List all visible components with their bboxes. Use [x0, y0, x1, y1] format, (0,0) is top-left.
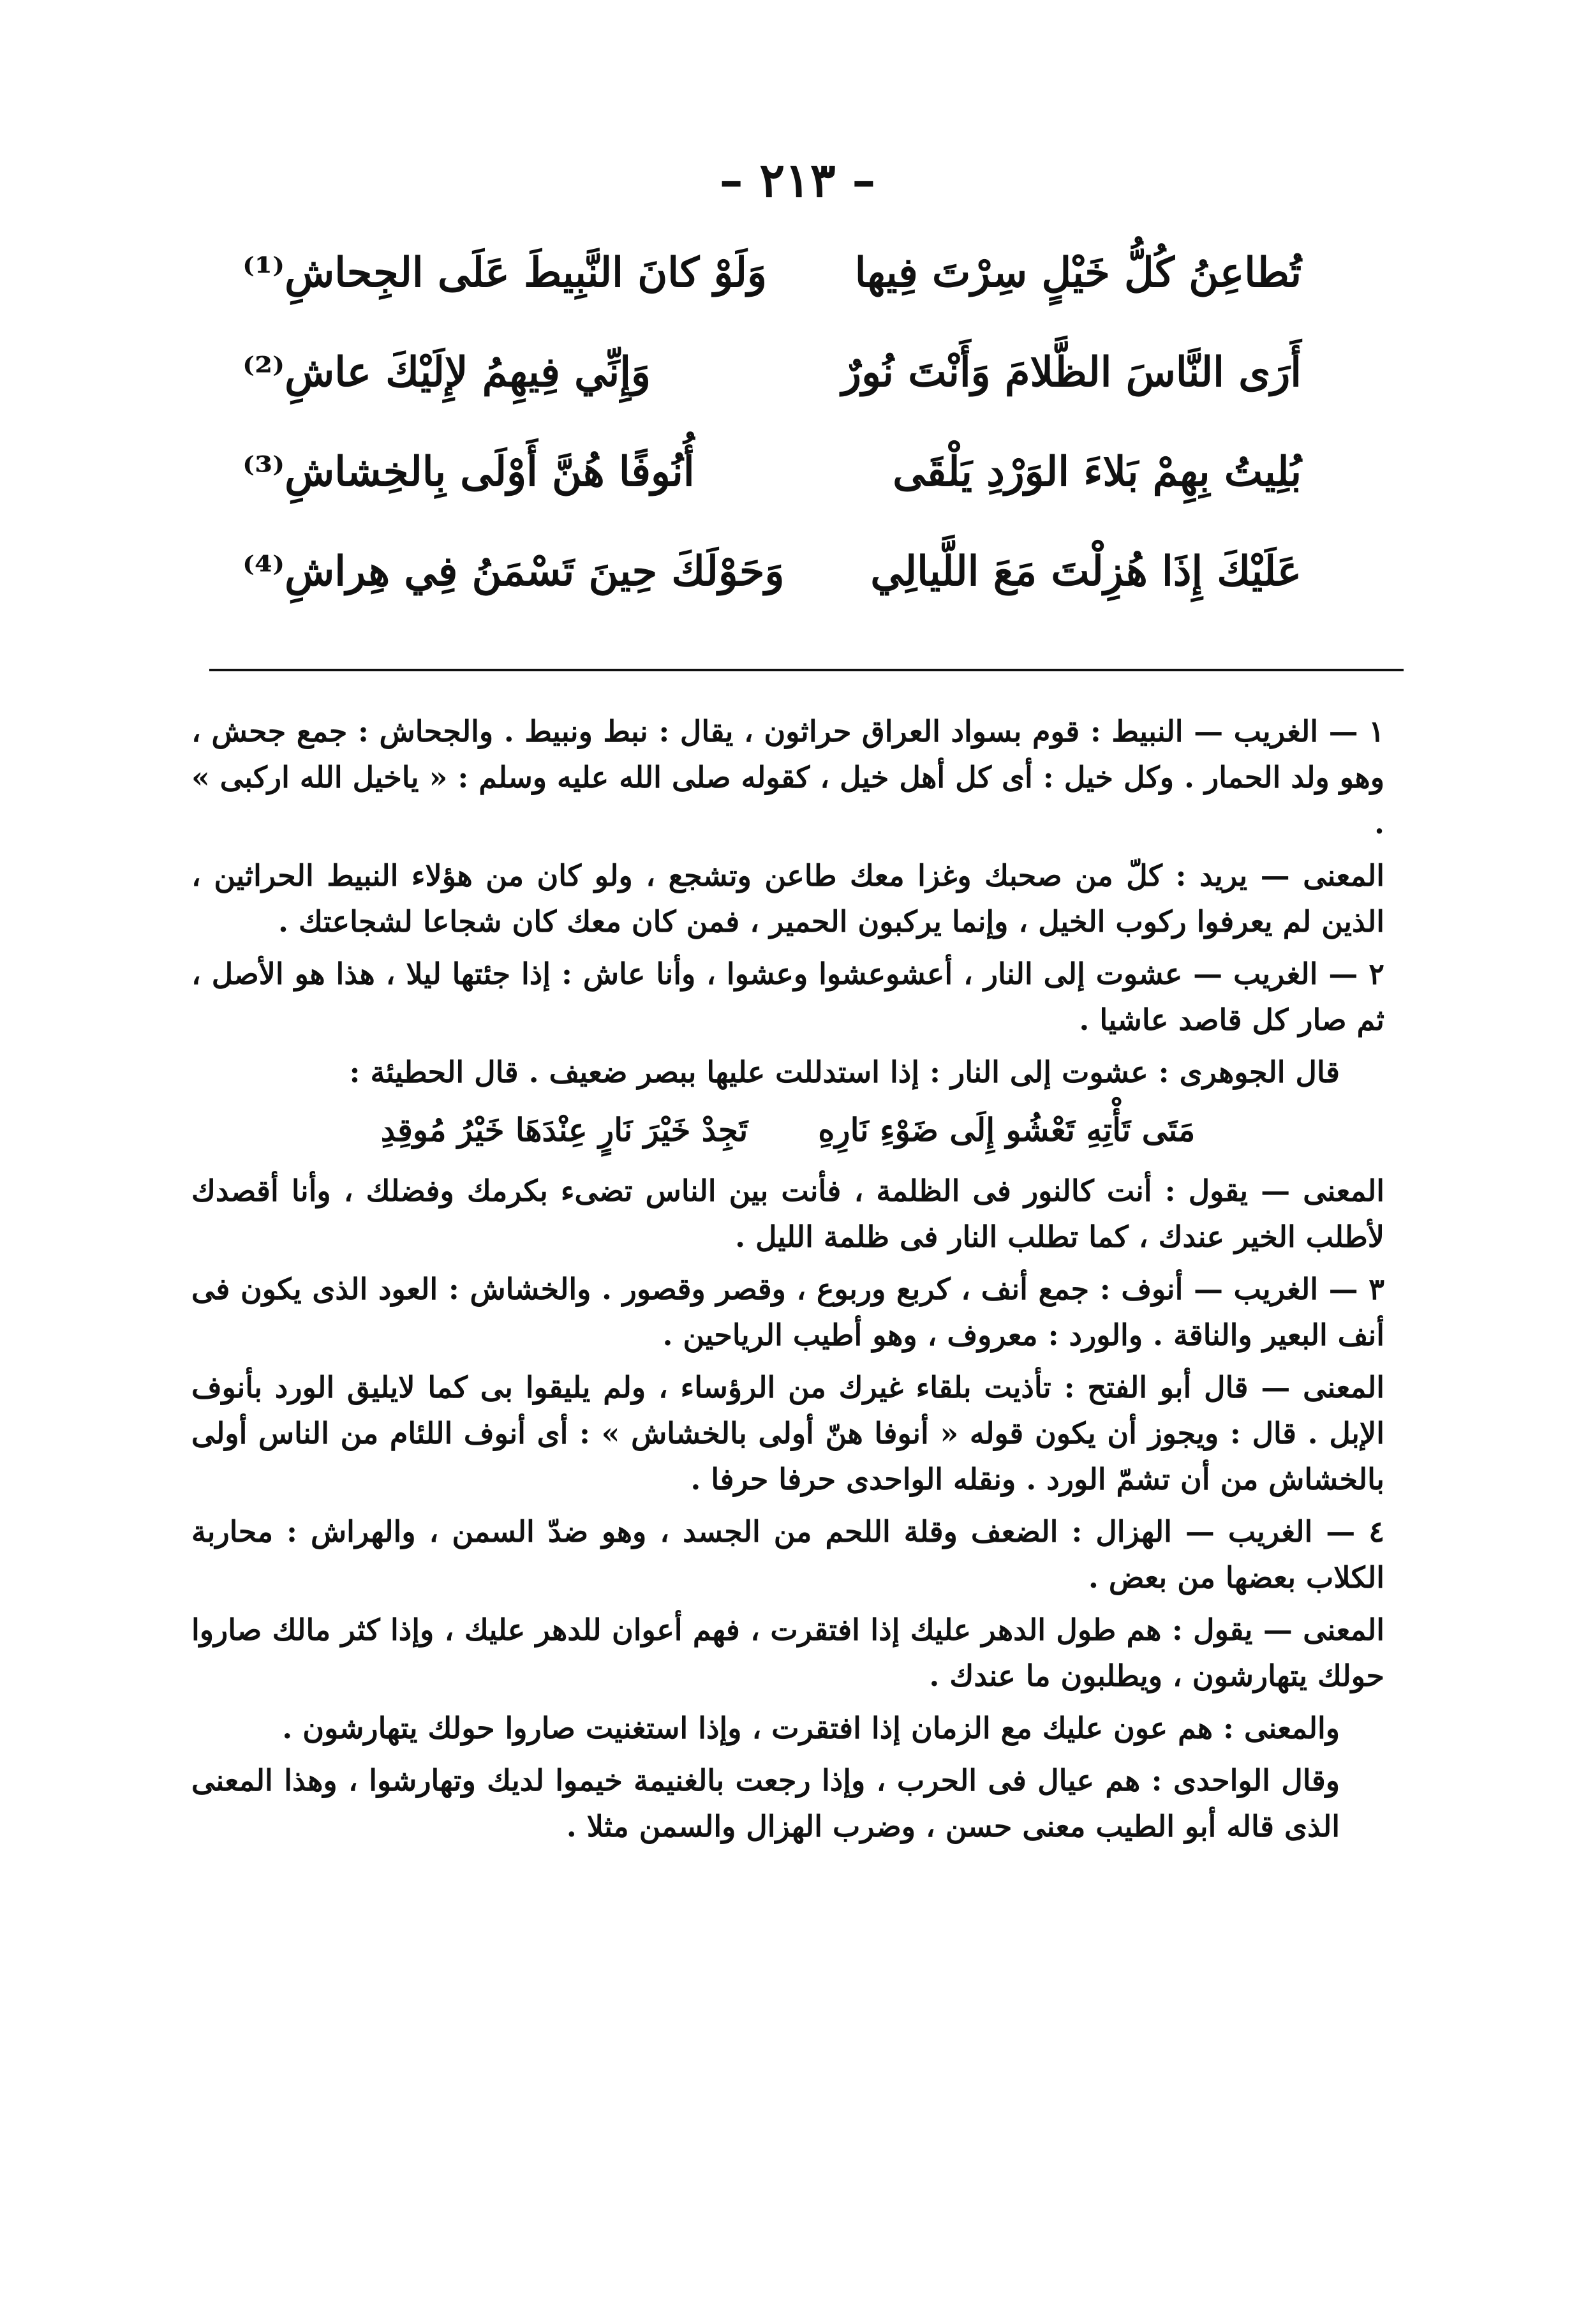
- footnote-4-wahidi: وقال الواحدى : هم عيال فى الحرب ، وإذا رجعت بالغنيمة خيموا لديك وتهارشوا ، وهذا المعنى الذى قاله أبو الطيب معنى حسن ، وضرب الهزال والسمن مثلا .: [191, 1763, 1340, 1844]
- verse-line: [242, 448, 1302, 547]
- footnote-1-meaning: المعنى — يريد : كلّ من صحبك وغزا معك طاعن وتشجع ، ولو كان من هؤلاء النبيط الحراثين ، الذين لم يعرفوا ركوب الخيل ، وإنما يركبون الحمير ، فمن كان معك كان شجاعا لشجاعتك .: [191, 858, 1384, 939]
- page-number: – ٢١٣ –: [719, 153, 876, 208]
- footnote-3-gloss: ٣ — الغريب — أنوف : جمع أنف ، كربع وربوع ، وقصر وقصور . والخشاش : العود الذى يكون فى أنف البعير والناقة . والورد : معروف ، وهو أطيب الرياحين .: [191, 1272, 1384, 1352]
- verse-second-hemistich: وَلَوْ كانَ النَّبِيطَ عَلَى الجِحاشِ⁽¹⁾: [242, 249, 767, 297]
- footnote-separator-rule: [209, 669, 1404, 671]
- quoted-verse: [191, 1101, 1384, 1159]
- footnote-4-meaning: المعنى — يقول : هم طول الدهر عليك إذا افتقرت ، فهم أعوان للدهر عليك ، وإذا كثر مالك صاروا حولك يتهارشون ، ويطلبون ما عندك .: [191, 1613, 1384, 1693]
- verse-first-hemistich: بُلِيتُ بِهِمْ بَلاءَ الوَرْدِ يَلْقَى: [893, 448, 1302, 496]
- footnote-2-meaning: المعنى — يقول : أنت كالنور فى الظلمة ، فأنت بين الناس تضىء بكرمك وفضلك ، وأنا أقصدك لأطلب الخير عندك ، كما تطلب النار فى ظلمة الليل .: [191, 1173, 1384, 1254]
- footnote-2-citation: قال الجوهرى : عشوت إلى النار : إذا استدللت عليها ببصر ضعيف . قال الحطيئة :: [349, 1055, 1340, 1089]
- verse-first-hemistich: عَلَيْكَ إِذَا هُزِلْتَ مَعَ اللَّيالِي: [870, 547, 1302, 595]
- verse-line: [242, 547, 1302, 647]
- verse-first-hemistich: أَرَى النَّاسَ الظَّلامَ وَأَنْتَ نُورٌ: [842, 348, 1302, 396]
- verse-second-hemistich: وَحَوْلَكَ حِينَ تَسْمَنُ فِي هِراشِ⁽⁴⁾: [242, 547, 785, 595]
- verse-second-hemistich: أُنُوفًا هُنَّ أَوْلَى بِالخِشاشِ⁽³⁾: [242, 448, 695, 496]
- footnote-4-meaning-alt: والمعنى : هم عون عليك مع الزمان إذا افتقرت ، وإذا استغنيت صاروا حولك يتهارشون .: [282, 1711, 1340, 1745]
- verse-second-hemistich: وَإِنِّي فِيهِمُ لإِلَيْكَ عاشِ⁽²⁾: [242, 348, 651, 396]
- poem-verses: [242, 249, 1302, 647]
- footnote-4-gloss: ٤ — الغريب — الهزال : الضعف وقلة اللحم من الجسد ، وهو ضدّ السمن ، والهراش : محاربة الكلاب بعضها من بعض .: [191, 1514, 1384, 1595]
- quoted-verse-second-hemistich: تَجِدْ خَيْرَ نَارٍ عِنْدَهَا خَيْرُ مُوقِدِ: [380, 1111, 748, 1149]
- footnote-3-meaning: المعنى — قال أبو الفتح : تأذيت بلقاء غيرك من الرؤساء ، ولم يليقوا بى كما لايليق الورد بأنوف الإبل . قال : ويجوز أن يكون قوله « أنوفا هنّ أولى بالخشاش » : أى أنوف اللئام من الناس أولى بالخشاش من أن تشمّ الورد . ونقله الواحدى حرفا حرفا .: [191, 1370, 1384, 1496]
- verse-line: [242, 249, 1302, 348]
- footnote-2-gloss: ٢ — الغريب — عشوت إلى النار ، أعشوعشوا وعشوا ، وأنا عاش : إذا جئتها ليلا ، هذا هو الأصل ، ثم صار كل قاصد عاشيا .: [191, 957, 1384, 1037]
- verse-line: [242, 348, 1302, 448]
- quoted-verse-first-hemistich: مَتَى تَأْتِهِ تَعْشُو إِلَى ضَوْءِ نَارِهِ: [818, 1111, 1196, 1149]
- verse-first-hemistich: تُطاعِنُ كُلُّ خَيْلٍ سِرْتَ فِيها: [854, 249, 1302, 297]
- footnote-1-gloss: ١ — الغريب — النبيط : قوم بسواد العراق حراثون ، يقال : نبط ونبيط . والجحاش : جمع جحش ، وهو ولد الحمار . وكل خيل : أى كل أهل خيل ، كقوله صلى الله عليه وسلم : « ياخيل الله اركبى » .: [191, 714, 1384, 840]
- commentary-footnotes: [191, 708, 1384, 1856]
